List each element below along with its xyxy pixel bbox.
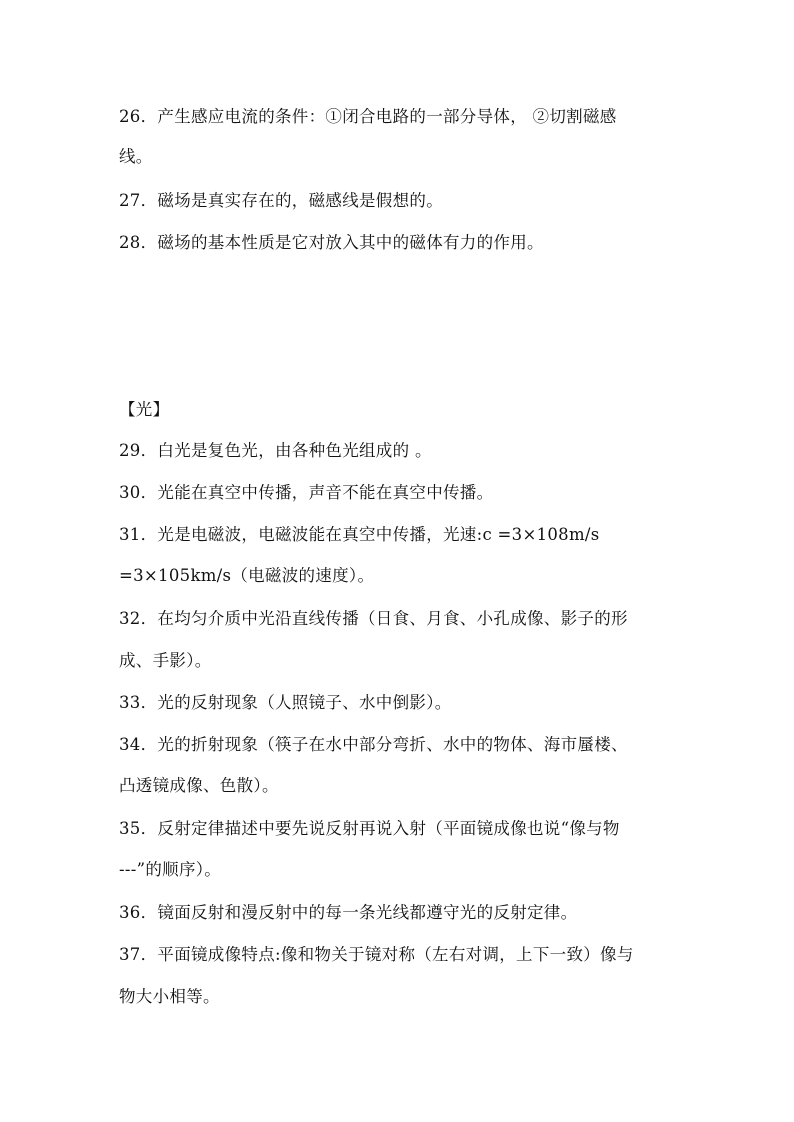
item-32-line-2: 成、手影）。 <box>119 651 212 670</box>
item-27-line-1: 27．磁场是真实存在的，磁感线是假想的。 <box>119 191 443 210</box>
item-34-line-1: 34．光的折射现象（筷子在水中部分弯折、水中的物体、海市蜃楼、 <box>119 735 628 754</box>
item-35-line-1: 35．反射定律描述中要先说反射再说入射（平面镜成像也说“像与物 <box>119 819 620 838</box>
item-28-line-1: 28．磁场的基本性质是它对放入其中的磁体有力的作用。 <box>119 233 544 252</box>
item-29-line-1: 29．白光是复色光，由各种色光组成的 。 <box>119 441 432 460</box>
item-26-line-2: 线。 <box>119 147 153 166</box>
item-30-line-1: 30．光能在真空中传播，声音不能在真空中传播。 <box>119 483 494 502</box>
item-33-line-1: 33．光的反射现象（人照镜子、水中倒影）。 <box>119 693 452 712</box>
section-heading-light: 【光】 <box>119 400 170 419</box>
item-35-line-2: ---”的顺序）。 <box>119 860 222 879</box>
item-31-line-2: =3×105km/s（电磁波的速度）。 <box>119 566 375 585</box>
item-37-line-2: 物大小相等。 <box>119 987 220 1006</box>
item-37-line-1: 37．平面镜成像特点:像和物关于镜对称（左右对调，上下一致）像与 <box>119 945 634 964</box>
item-26-line-1: 26．产生感应电流的条件：①闭合电路的一部分导体， ②切割磁感 <box>119 107 617 126</box>
item-34-line-2: 凸透镜成像、色散）。 <box>119 776 279 795</box>
item-31-line-1: 31．光是电磁波，电磁波能在真空中传播，光速:c =3×108m/s <box>119 525 600 544</box>
item-32-line-1: 32．在均匀介质中光沿直线传播（日食、月食、小孔成像、影子的形 <box>119 609 628 628</box>
item-36-line-1: 36．镜面反射和漫反射中的每一条光线都遵守光的反射定律。 <box>119 903 578 922</box>
